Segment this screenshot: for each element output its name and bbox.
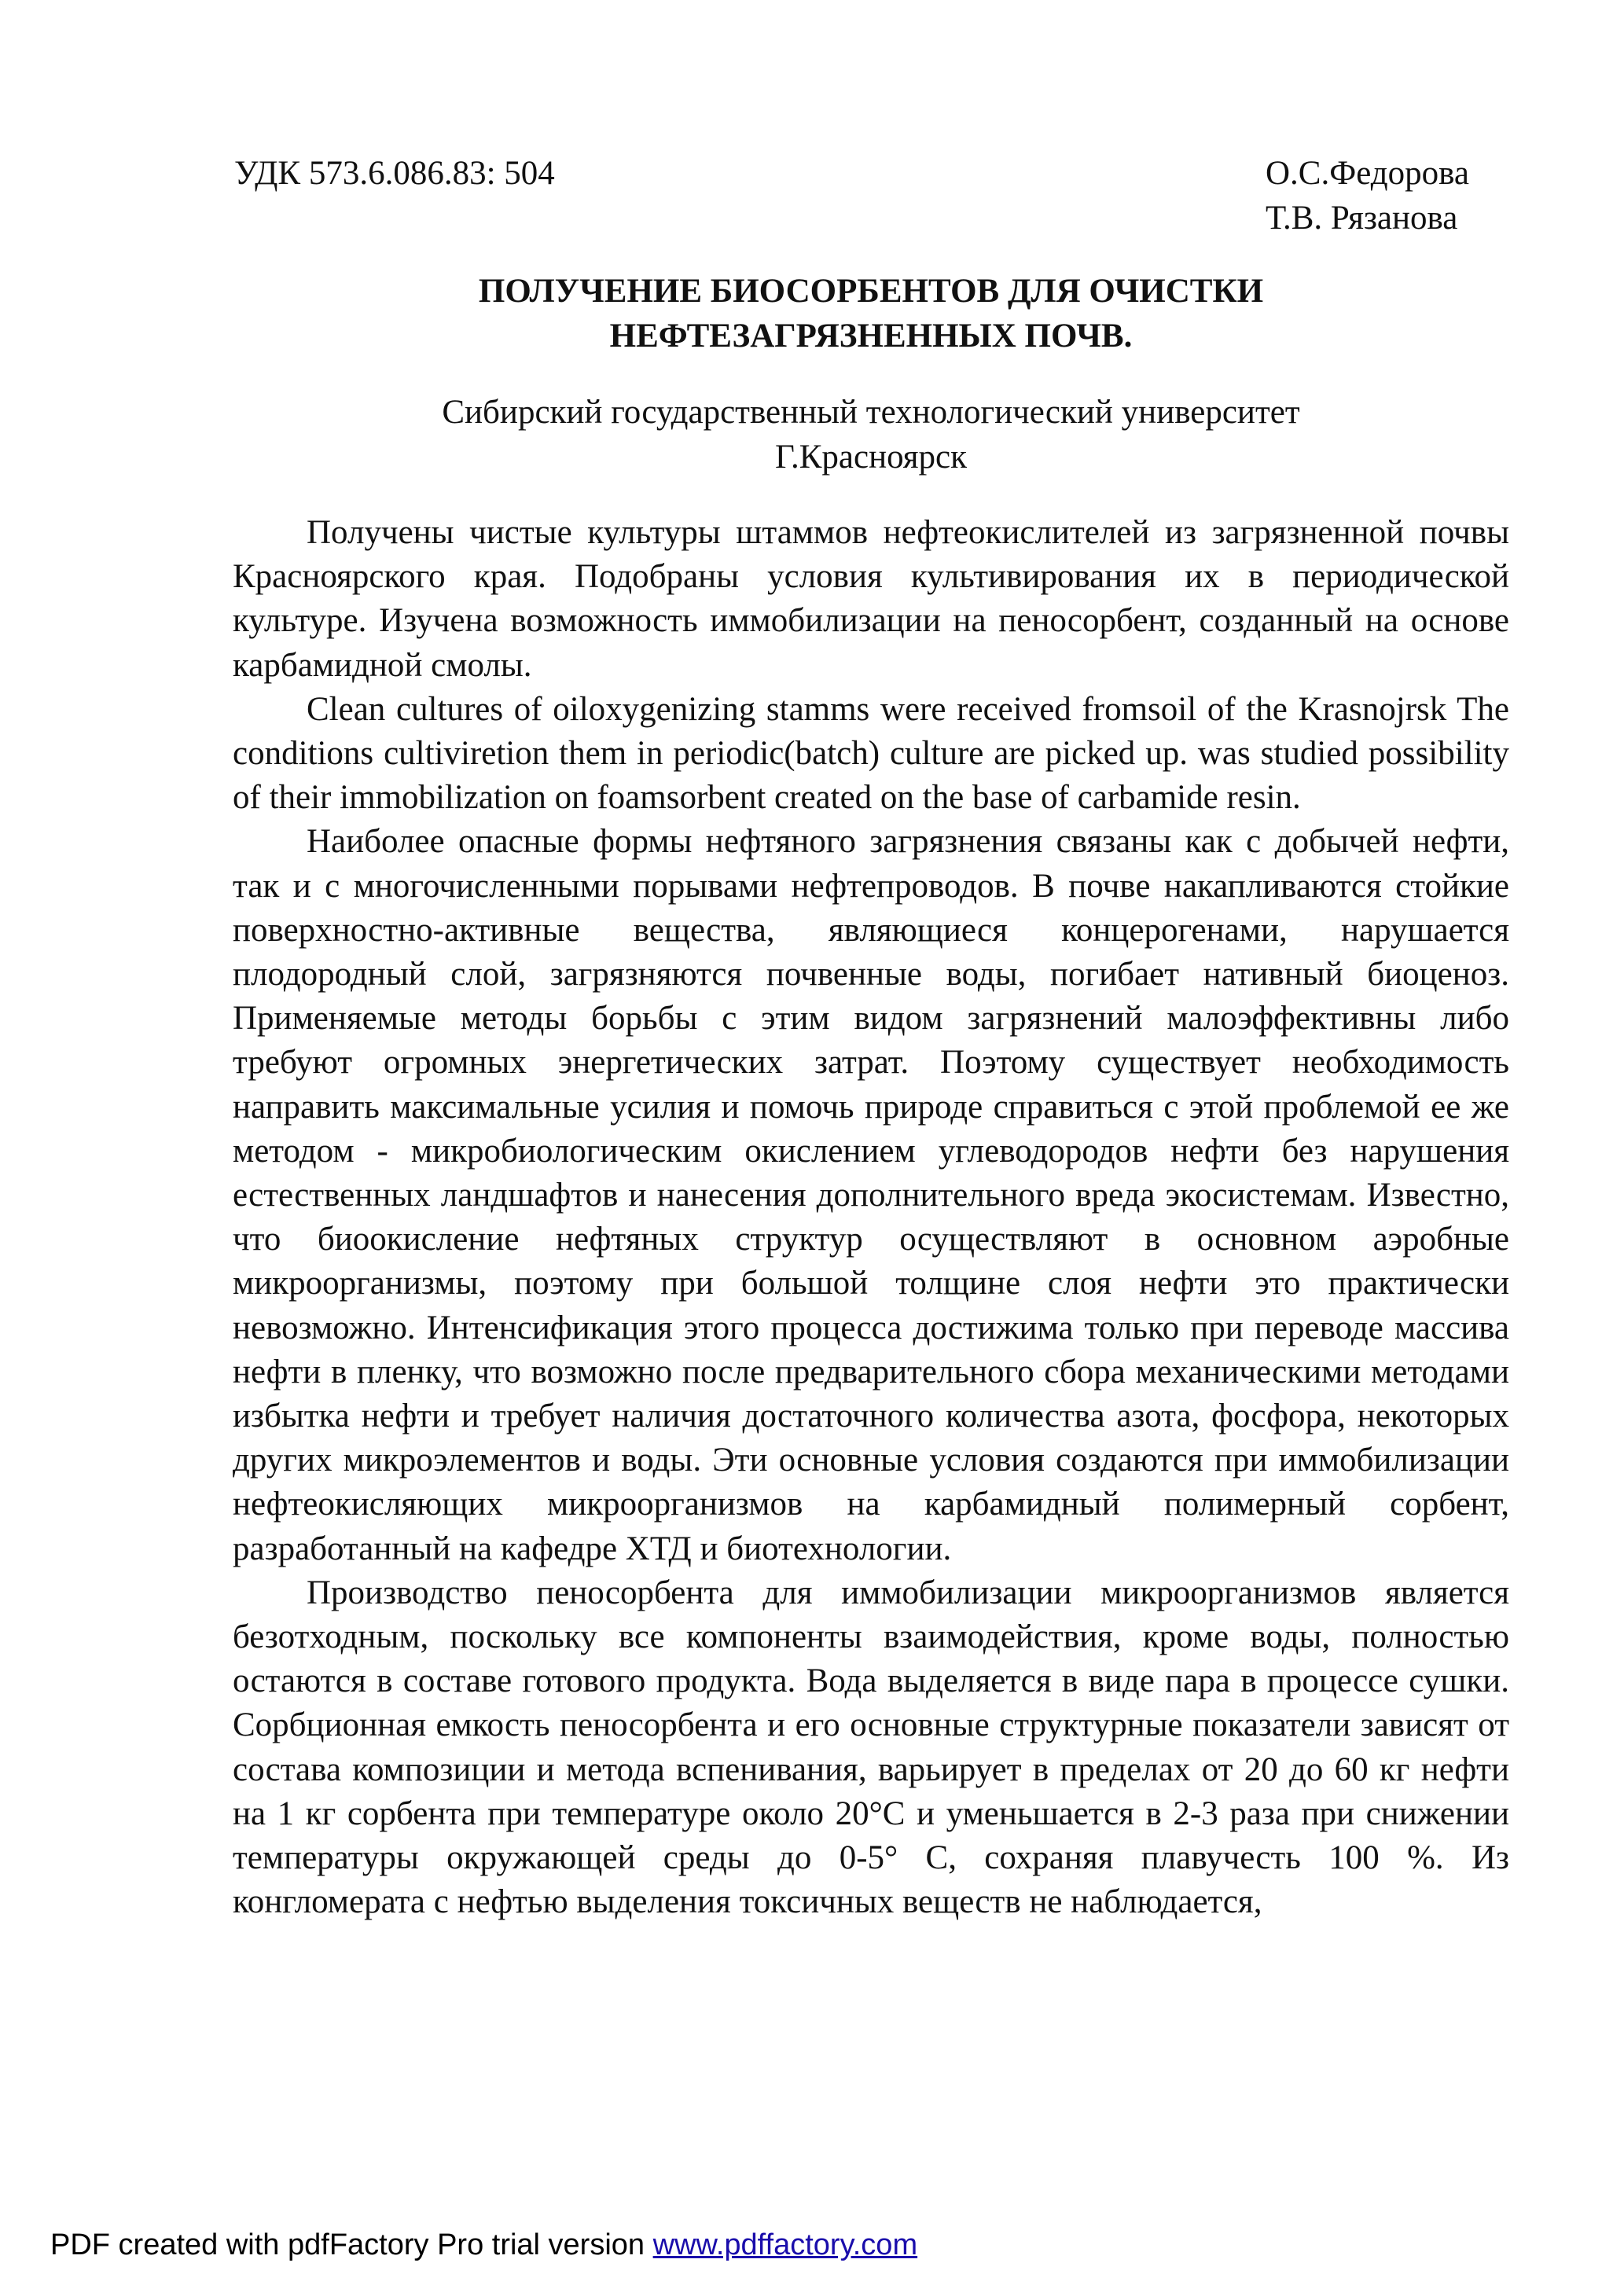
title-line: ПОЛУЧЕНИЕ БИОСОРБЕНТОВ ДЛЯ ОЧИСТКИ [478,273,1264,310]
author-name: Т.В. Рязанова [1266,200,1458,237]
document-page [233,151,1509,1925]
pdf-footer [50,2226,917,2264]
authors-block [1266,151,1509,241]
header-row [233,151,1509,241]
article-title [233,269,1509,358]
article-body [233,511,1509,1925]
udk-code: УДК 573.6.086.83: 504 [234,155,555,192]
pdffactory-link[interactable]: www.pdffactory.com [652,2228,918,2261]
affiliation-city: Г.Красноярск [774,439,968,476]
abstract-ru-paragraph: Получены чистые культуры штаммов нефтеокислителей из загрязненной почвы Красноярского края. Подобраны условия культивирования их в периодической культуре. Изучена возможность иммобилизации на пеносорбент, созданный на основе карбамидной смолы. [233,514,1509,684]
affiliation [233,390,1509,479]
title-line: НЕФТЕЗАГРЯЗНЕННЫХ ПОЧВ. [609,318,1133,355]
body-paragraph: Наиболее опасные формы нефтяного загрязнения связаны как с добычей нефти, так и с многочисленными порывами нефтепроводов. В почве накапливаются стойкие поверхностно-активные вещества, являющиеся концерогенами, нарушается плодородный слой, загрязняются почвенные воды, погибает нативный биоценоз. Применяемые методы борьбы с этим видом загрязнений малоэффективны либо требуют огромных энергетических затрат. Поэтому существует необходимость направить максимальные усилия и помочь природе справиться с этой проблемой ее же методом - микробиологическим окислением углеводородов нефти без нарушения естественных ландшафтов и нанесения дополнительного вреда экосистемам. Известно, что биоокисление нефтяных структур осуществляют в основном аэробные микроорганизмы, поэтому при большой толщине слоя нефти это практически невозможно. Интенсификация этого процесса достижима только при переводе массива нефти в пленку, что возможно после предварительного сбора механическими методами избытка нефти и требует наличия достаточного количества азота, фосфора, некоторых других микроэлементов и воды. Эти основные условия создаются при иммобилизации нефтеокисляющих микроорганизмов на карбамидный полимерный сорбент, разработанный на кафедре ХТД и биотехнологии. [233,823,1509,1567]
body-paragraph: Производство пеносорбента для иммобилизации микроорганизмов является безотходным, поскольку все компоненты взаимодействия, кроме воды, полностью остаются в составе готового продукта. Вода выделяется в виде пара в процессе сушки. Сорбционная емкость пеносорбента и его основные структурные показатели зависят от состава композиции и метода вспенивания, варьирует в пределах от 20 до 60 кг нефти на 1 кг сорбента при температуре около 20°С и уменьшается в 2-3 раза при снижении температуры окружающей среды до 0-5° С, сохраняя плавучесть 100 %. Из конгломерата с нефтью выделения токсичных веществ не наблюдается, [233,1574,1509,1921]
affiliation-university: Сибирский государственный технологический университет [442,394,1300,431]
footer-text: PDF created with pdfFactory Pro trial version [50,2228,653,2261]
abstract-en-paragraph: Clean cultures of oiloxygenizing stamms were received fromsoil of the Krasnojrsk The conditions cultiviretion them in periodic(batch) culture are picked up. was studied possibility of their immobilization on foamsorbent created on the base of carbamide resin. [233,690,1509,817]
author-name: О.С.Федорова [1266,155,1469,192]
